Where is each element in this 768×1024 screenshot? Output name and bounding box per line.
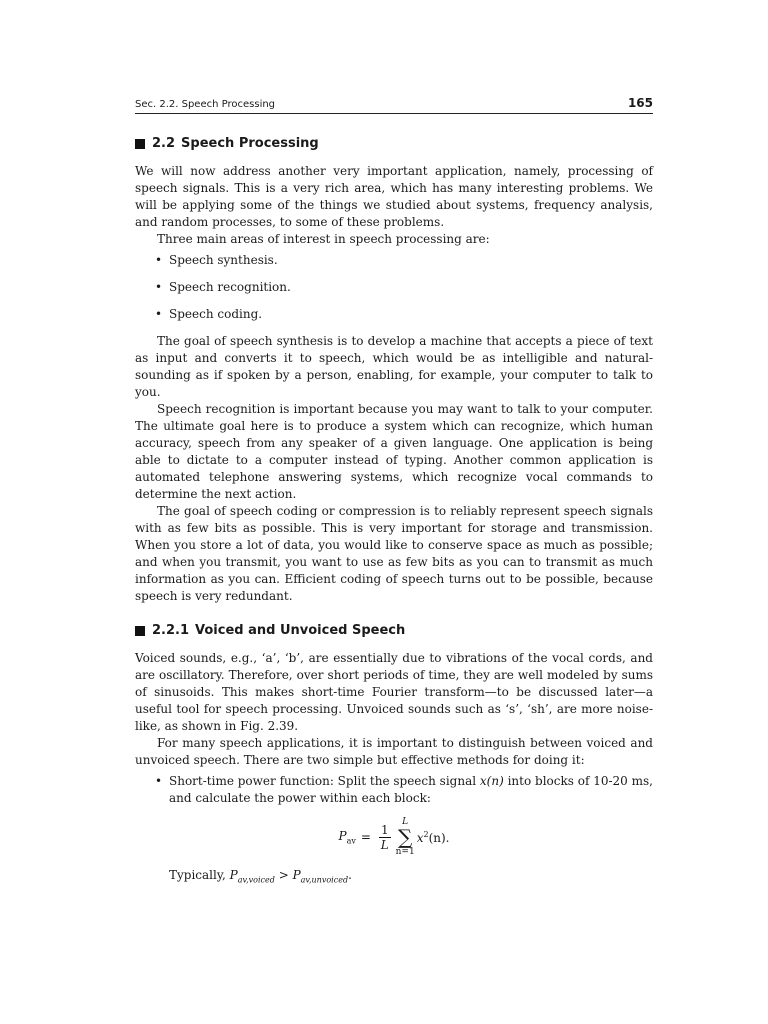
list-item: • Speech coding. xyxy=(155,307,263,321)
coding-paragraph: The goal of speech coding or compression is to reliably represent speech signals with as few bits as possible. This is very important for storage and transmission. When you store a lot of data, you would like to conserve space as much as possible; and when you transmit, you want to use as few bits as you can to transmit as much information as you can. Efficient coding of speech turns out to be possible, because speech is very redundant. xyxy=(135,504,653,603)
subsection-number: 2.2.1 xyxy=(152,623,190,638)
voiced-paragraph: Voiced sounds, e.g., ‘a’, ‘b’, are essentially due to vibrations of the vocal cords, and are oscillatory. Therefore, over short periods of time, they are well modeled by sums of sinusoids. This makes short-time Fourier transform—to be discussed later—a useful tool for speech processing. Unvoiced sounds such as ‘s’, ‘sh’, are more noise-like, as shown in Fig. 2.39. xyxy=(135,651,653,733)
sigma-icon: L ∑ n=1 xyxy=(395,817,415,857)
running-head-section: Sec. 2.2. Speech Processing xyxy=(135,99,276,110)
bullet-icon: • xyxy=(155,280,163,294)
list-item: • Short-time power function: Split the speech signal x(n) into blocks of 10-20 ms, and calculate the power within each block: xyxy=(155,774,653,805)
section-title: Speech Processing xyxy=(181,136,319,151)
equation-term: $x^2(n)$. xyxy=(416,829,450,845)
areas-list xyxy=(135,252,653,323)
list-item: • Speech recognition. xyxy=(155,280,291,294)
list-item: • Speech synthesis. xyxy=(155,253,278,267)
bullet-icon: • xyxy=(155,307,163,321)
synthesis-paragraph: The goal of speech synthesis is to develop a machine that accepts a piece of text as input and converts it to speech, which would be as intelligible and natural-sounding as if spoken by a person, enabling, for example, your computer to talk to you. xyxy=(135,334,653,399)
section-square-icon xyxy=(135,139,145,149)
subsection-heading xyxy=(135,623,653,638)
typically-line: Typically, $P_{av,voiced} > P_{av,unvoiced}$. xyxy=(169,868,352,885)
methods-paragraph: For many speech applications, it is important to distinguish between voiced and unvoiced speech. There are two simple but effective methods for doing it: xyxy=(135,736,653,767)
bullet-icon: • xyxy=(155,774,163,788)
running-head xyxy=(135,96,653,114)
subsection-title: Voiced and Unvoiced Speech xyxy=(195,623,406,638)
intro-paragraph: We will now address another very important application, namely, processing of speech signals. This is a very rich area, which has many interesting problems. We will be applying some of the things we studied about systems, frequency analysis, and random processes, to some of these problems. xyxy=(135,164,653,229)
areas-intro: Three main areas of interest in speech processing are: xyxy=(157,232,490,246)
subsection-square-icon xyxy=(135,626,145,636)
recognition-paragraph: Speech recognition is important because you may want to talk to your computer. The ultimate goal here is to produce a system which can recognize, which human accuracy, speech from any speaker of a given language. One application is being able to dictate to a computer instead of typing. Another common application is automated telephone answering systems, which recognize vocal commands to determine the next action. xyxy=(135,402,653,501)
equation-fraction: $\frac{1}{L}$ xyxy=(380,822,389,852)
bullet-icon: • xyxy=(155,253,163,267)
page xyxy=(135,96,653,888)
section-number: 2.2 xyxy=(152,136,176,151)
power-equation: $P_{av}$ = $\frac{1}{L}$ L ∑ n=1 $x^2(n)$. xyxy=(338,817,450,857)
methods-list xyxy=(135,773,653,807)
section-heading xyxy=(135,136,653,151)
equation-lhs: $P_{av}$ xyxy=(338,828,356,846)
page-number: 165 xyxy=(627,96,653,110)
